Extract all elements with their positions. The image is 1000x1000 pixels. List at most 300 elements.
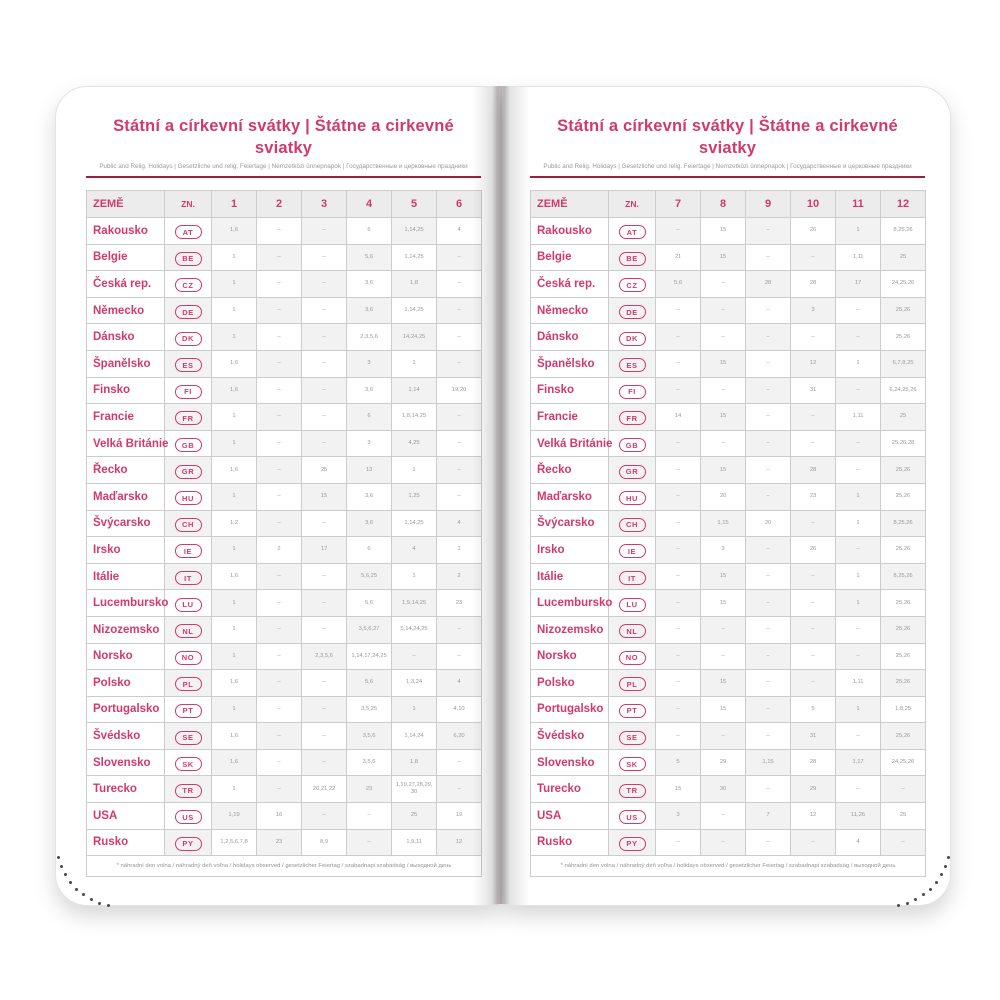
country-code-cell	[609, 483, 656, 510]
holiday-cell: –	[656, 430, 701, 457]
table-row	[531, 324, 926, 351]
country-name: Rakousko	[531, 218, 609, 245]
holiday-cell: 14	[656, 404, 701, 431]
holiday-cell: 15	[701, 670, 746, 697]
holiday-cell: –	[302, 218, 347, 245]
holiday-cell: 29	[791, 776, 836, 803]
country-code-cell	[165, 537, 212, 564]
country-name: Rakousko	[87, 218, 165, 245]
holiday-cell: –	[257, 483, 302, 510]
holiday-cell: –	[791, 643, 836, 670]
holiday-cell: –	[257, 563, 302, 590]
table-row	[87, 271, 482, 298]
page-subtitle: Public and Relig. Holidays | Gesetzliche und relig. Feiertage | Nemzetközi ünnepnapok | Государственные и церковные праздники	[99, 163, 468, 170]
holiday-cell: –	[656, 723, 701, 750]
country-code-badge: GB	[175, 438, 202, 452]
country-code-badge: AT	[619, 225, 646, 239]
country-name: Norsko	[531, 643, 609, 670]
holiday-cell: –	[302, 377, 347, 404]
country-code-badge: FI	[619, 385, 646, 399]
holiday-cell: 1, 11	[836, 244, 881, 271]
holiday-cell: –	[836, 776, 881, 803]
holiday-cell: 1	[212, 696, 257, 723]
country-name: Itálie	[87, 563, 165, 590]
country-code-cell	[609, 510, 656, 537]
holiday-cell: –	[437, 271, 482, 298]
holiday-cell: 28	[791, 457, 836, 484]
holiday-cell: –	[302, 430, 347, 457]
country-code-cell	[165, 829, 212, 856]
holiday-cell: –	[746, 537, 791, 564]
table-row	[531, 377, 926, 404]
holiday-cell: –	[437, 350, 482, 377]
country-name: Švédsko	[531, 723, 609, 750]
stitch-dot	[64, 873, 67, 876]
holiday-cell: 25, 26	[881, 457, 926, 484]
country-name: Polsko	[87, 670, 165, 697]
holiday-cell: 1, 6	[212, 749, 257, 776]
holiday-cell: 3, 6	[347, 271, 392, 298]
holiday-cell: 25, 26	[881, 324, 926, 351]
holiday-cell: –	[746, 377, 791, 404]
country-code-badge: LU	[175, 598, 202, 612]
holiday-cell: 1	[212, 776, 257, 803]
holiday-cell: –	[791, 616, 836, 643]
holiday-cell: 1, 17	[836, 749, 881, 776]
holiday-cell: –	[302, 404, 347, 431]
holiday-cell: –	[791, 324, 836, 351]
stitch-dot	[929, 888, 932, 891]
holiday-cell: –	[701, 297, 746, 324]
table-row	[87, 803, 482, 830]
country-name: Švýcarsko	[87, 510, 165, 537]
country-code-badge: DE	[175, 305, 202, 319]
holiday-cell: 1, 14, 25	[392, 218, 437, 245]
col-header-month: 9	[746, 191, 791, 218]
holiday-cell: –	[656, 510, 701, 537]
country-code-badge: FR	[175, 411, 202, 425]
country-code-badge: FI	[175, 385, 202, 399]
country-code-cell	[609, 350, 656, 377]
holiday-cell: –	[746, 324, 791, 351]
col-header-month: 7	[656, 191, 701, 218]
holiday-cell: 1, 14, 17, 24, 25	[347, 643, 392, 670]
country-code-cell	[165, 483, 212, 510]
holiday-cell: –	[257, 377, 302, 404]
holiday-cell: 12	[437, 829, 482, 856]
country-name: Řecko	[87, 457, 165, 484]
holiday-cell: –	[257, 776, 302, 803]
country-code-cell	[165, 218, 212, 245]
holiday-cell: 1, 19	[212, 803, 257, 830]
holiday-cell: –	[836, 457, 881, 484]
holiday-cell: 3	[347, 350, 392, 377]
holiday-cell: 3, 5, 6	[347, 749, 392, 776]
holiday-cell: –	[392, 643, 437, 670]
holiday-cell: –	[791, 510, 836, 537]
holiday-cell: 1	[212, 324, 257, 351]
holiday-cell: –	[257, 616, 302, 643]
country-name: Slovensko	[87, 749, 165, 776]
country-code-badge: NL	[175, 624, 202, 638]
country-code-cell	[165, 563, 212, 590]
holiday-cell: –	[881, 776, 926, 803]
holiday-cell: 1	[836, 563, 881, 590]
country-code-badge: IE	[619, 544, 646, 558]
country-code-badge: PL	[619, 677, 646, 691]
country-code-cell	[609, 297, 656, 324]
holiday-cell: 15	[701, 218, 746, 245]
country-code-cell	[165, 803, 212, 830]
holiday-cell: –	[881, 829, 926, 856]
table-row	[531, 430, 926, 457]
country-code-cell	[609, 377, 656, 404]
holiday-cell: 25	[392, 803, 437, 830]
col-header-month: 2	[257, 191, 302, 218]
holiday-cell: –	[746, 218, 791, 245]
country-code-cell	[165, 324, 212, 351]
holiday-cell: –	[257, 297, 302, 324]
holiday-cell: –	[257, 324, 302, 351]
table-row	[531, 563, 926, 590]
country-code-badge: CZ	[175, 278, 202, 292]
holiday-cell: –	[836, 324, 881, 351]
country-name: Švédsko	[87, 723, 165, 750]
holiday-cell: –	[302, 803, 347, 830]
holiday-cell: –	[437, 324, 482, 351]
holiday-cell: 25, 26	[881, 483, 926, 510]
holiday-cell: 8, 25, 26	[881, 563, 926, 590]
holiday-cell: 28	[746, 271, 791, 298]
holiday-cell: –	[302, 244, 347, 271]
country-name: Turecko	[87, 776, 165, 803]
footnote-row	[87, 856, 482, 877]
country-name: Irsko	[531, 537, 609, 564]
footnote: * náhradní den volna / náhradný deň voľna / holidays observed / gesetzlicher Feiertag / szabadnapi szabadság / выходной день	[531, 856, 926, 877]
country-name: Maďarsko	[87, 483, 165, 510]
holiday-cell: 15	[701, 244, 746, 271]
country-code-badge: LU	[619, 598, 646, 612]
table-row	[87, 537, 482, 564]
holiday-cell: 17	[302, 537, 347, 564]
holiday-cell: –	[257, 510, 302, 537]
holiday-cell: –	[257, 244, 302, 271]
holiday-cell: 25, 26	[881, 616, 926, 643]
header-row	[87, 191, 482, 218]
holiday-cell: 12	[791, 350, 836, 377]
holiday-cell: –	[656, 696, 701, 723]
holiday-cell: –	[791, 829, 836, 856]
holiday-cell: 1	[212, 616, 257, 643]
holiday-cell: 6	[347, 537, 392, 564]
table-row	[531, 749, 926, 776]
country-name: Česká rep.	[87, 271, 165, 298]
country-code-cell	[609, 218, 656, 245]
holiday-cell: 12	[791, 803, 836, 830]
holiday-cell: –	[302, 723, 347, 750]
holiday-cell: –	[437, 643, 482, 670]
holiday-cell: –	[656, 377, 701, 404]
country-code-badge: BE	[619, 252, 646, 266]
country-name: Turecko	[531, 776, 609, 803]
country-code-badge: NO	[619, 651, 646, 665]
holiday-cell: –	[701, 430, 746, 457]
holiday-cell: –	[302, 696, 347, 723]
country-code-cell	[609, 430, 656, 457]
holiday-cell: 26	[791, 218, 836, 245]
country-code-cell	[165, 350, 212, 377]
country-name: Finsko	[87, 377, 165, 404]
country-code-badge: SK	[175, 757, 202, 771]
country-code-badge: SE	[175, 731, 202, 745]
table-row	[87, 430, 482, 457]
holiday-cell: –	[656, 218, 701, 245]
country-name: Belgie	[531, 244, 609, 271]
holiday-cell: 1, 14, 25	[392, 244, 437, 271]
holiday-cell: –	[836, 377, 881, 404]
country-name: Norsko	[87, 643, 165, 670]
holiday-cell: 1, 8	[392, 271, 437, 298]
holiday-cell: 4	[437, 510, 482, 537]
country-code-cell	[165, 590, 212, 617]
holiday-cell: –	[347, 803, 392, 830]
holiday-cell: –	[302, 297, 347, 324]
table-row	[87, 377, 482, 404]
holiday-cell: –	[836, 643, 881, 670]
holiday-cell: 3, 5, 6, 27	[347, 616, 392, 643]
holiday-cell: 20	[701, 483, 746, 510]
holiday-cell: 16	[257, 803, 302, 830]
left-page	[55, 86, 499, 906]
country-code-badge: TR	[175, 784, 202, 798]
country-code-badge: US	[175, 810, 202, 824]
country-code-badge: PT	[619, 704, 646, 718]
table-row	[87, 244, 482, 271]
country-code-cell	[609, 803, 656, 830]
country-code-badge: IT	[175, 571, 202, 585]
table-row	[531, 829, 926, 856]
holiday-cell: –	[437, 297, 482, 324]
holiday-cell: 1	[836, 696, 881, 723]
holiday-cell: 5, 6	[656, 271, 701, 298]
stitch-dot	[906, 902, 909, 905]
country-code-badge: DK	[619, 332, 646, 346]
footnote: * náhradní den volna / náhradný deň voľna / holidays observed / gesetzlicher Feiertag / szabadnapi szabadság / выходной день	[87, 856, 482, 877]
holiday-cell: –	[437, 457, 482, 484]
holiday-cell: 1, 15	[701, 510, 746, 537]
table-row	[87, 643, 482, 670]
holiday-cell: –	[791, 404, 836, 431]
page-title: Státní a církevní svátky | Štátne a cirkevné sviatky	[557, 117, 898, 157]
country-name: Lucembursko	[531, 590, 609, 617]
holiday-cell: 15	[302, 483, 347, 510]
country-code-badge: GB	[619, 438, 646, 452]
table-row	[531, 696, 926, 723]
col-header-month: 1	[212, 191, 257, 218]
holiday-cell: 2, 3, 5, 6	[347, 324, 392, 351]
holiday-cell: 2, 3, 5, 6	[302, 643, 347, 670]
holiday-cell: 14, 24, 25	[392, 324, 437, 351]
holiday-cell: 25, 26	[881, 590, 926, 617]
holiday-cell: –	[746, 829, 791, 856]
table-row	[531, 350, 926, 377]
holiday-cell: 6	[347, 218, 392, 245]
table-row	[87, 590, 482, 617]
table-row	[531, 803, 926, 830]
table-row	[531, 271, 926, 298]
holiday-cell: –	[836, 723, 881, 750]
holiday-cell: 28	[791, 271, 836, 298]
holiday-cell: –	[791, 430, 836, 457]
country-code-cell	[609, 563, 656, 590]
holiday-cell: –	[302, 324, 347, 351]
stitch-dot	[60, 865, 63, 868]
holiday-cell: –	[701, 271, 746, 298]
country-code-cell	[165, 776, 212, 803]
holiday-cell: –	[302, 670, 347, 697]
holiday-cell: 1, 8	[392, 749, 437, 776]
holiday-cell: –	[836, 537, 881, 564]
country-code-badge: GR	[175, 465, 202, 479]
country-code-cell	[165, 457, 212, 484]
holiday-cell: 1, 6	[212, 218, 257, 245]
holiday-cell: 1	[212, 590, 257, 617]
holiday-cell: 1	[836, 510, 881, 537]
country-code-cell	[165, 696, 212, 723]
country-code-cell	[165, 749, 212, 776]
country-code-badge: US	[619, 810, 646, 824]
holiday-cell: 5, 6	[347, 244, 392, 271]
holiday-cell: –	[791, 590, 836, 617]
holiday-cell: 1	[392, 563, 437, 590]
holiday-cell: –	[701, 829, 746, 856]
holiday-cell: 25	[881, 803, 926, 830]
holiday-cell: 30	[701, 776, 746, 803]
holiday-cell: –	[257, 404, 302, 431]
holiday-cell: 1, 6	[212, 377, 257, 404]
holiday-cell: –	[701, 377, 746, 404]
table-row	[531, 483, 926, 510]
footnote-row	[531, 856, 926, 877]
holiday-cell: 1	[212, 643, 257, 670]
holiday-cell: 28	[791, 749, 836, 776]
holiday-cell: –	[347, 829, 392, 856]
country-code-badge: NO	[175, 651, 202, 665]
holiday-cell: 3, 6	[347, 377, 392, 404]
country-code-cell	[165, 271, 212, 298]
holiday-cell: 1, 9, 11	[392, 829, 437, 856]
holiday-cell: 1, 14, 24	[392, 723, 437, 750]
right-page	[503, 86, 951, 906]
holiday-cell: –	[437, 776, 482, 803]
holiday-cell: 1	[392, 696, 437, 723]
holiday-cell: 8, 25, 26	[881, 218, 926, 245]
stitch-dot	[897, 904, 900, 907]
holiday-cell: –	[302, 616, 347, 643]
country-name: Slovensko	[531, 749, 609, 776]
holiday-cell: 23	[347, 776, 392, 803]
holiday-cell: 6	[347, 404, 392, 431]
holiday-cell: –	[746, 483, 791, 510]
country-name: Portugalsko	[87, 696, 165, 723]
table-row	[87, 696, 482, 723]
holiday-cell: 1, 11	[836, 404, 881, 431]
country-name: Finsko	[531, 377, 609, 404]
holiday-cell: –	[746, 404, 791, 431]
holiday-cell: –	[746, 643, 791, 670]
holiday-cell: –	[302, 749, 347, 776]
holiday-cell: 15	[701, 590, 746, 617]
country-code-cell	[609, 537, 656, 564]
holiday-cell: 1, 14, 25	[392, 510, 437, 537]
holiday-cell: 1	[212, 244, 257, 271]
table-row	[87, 776, 482, 803]
table-row	[87, 457, 482, 484]
holiday-cell: 1	[392, 350, 437, 377]
table-row	[531, 723, 926, 750]
table-row	[531, 297, 926, 324]
header-row	[531, 191, 926, 218]
holiday-cell: 26	[791, 537, 836, 564]
country-code-badge: SE	[619, 731, 646, 745]
country-name: Španělsko	[87, 350, 165, 377]
holiday-cell: 13	[347, 457, 392, 484]
holiday-cell: –	[701, 723, 746, 750]
holiday-cell: –	[746, 457, 791, 484]
holiday-cell: 5, 6	[347, 590, 392, 617]
table-row	[87, 510, 482, 537]
holiday-cell: 1	[836, 350, 881, 377]
holiday-cell: 1, 14, 25	[392, 297, 437, 324]
table-row	[87, 483, 482, 510]
holiday-cell: 21	[656, 244, 701, 271]
country-name: Itálie	[531, 563, 609, 590]
holiday-cell: 1	[836, 590, 881, 617]
holiday-cell: 1, 14	[392, 377, 437, 404]
holiday-cell: –	[437, 404, 482, 431]
holiday-cell: –	[437, 616, 482, 643]
country-code-cell	[165, 377, 212, 404]
holiday-cell: –	[257, 350, 302, 377]
holiday-cell: –	[791, 563, 836, 590]
holiday-cell: 4	[836, 829, 881, 856]
holiday-cell: 1	[212, 271, 257, 298]
holiday-cell: 1	[212, 483, 257, 510]
country-code-cell	[165, 297, 212, 324]
holiday-cell: 1	[836, 483, 881, 510]
holiday-cell: –	[656, 829, 701, 856]
holiday-cell: –	[746, 670, 791, 697]
holiday-cell: 31	[791, 723, 836, 750]
holiday-cell: –	[257, 457, 302, 484]
holiday-cell: –	[701, 324, 746, 351]
page-subtitle: Public and Relig. Holidays | Gesetzliche und relig. Feiertage | Nemzetközi ünnepnapok | Государственные и церковные праздники	[543, 163, 912, 170]
country-code-badge: TR	[619, 784, 646, 798]
stitch-dot	[944, 865, 947, 868]
holiday-cell: 5, 6	[347, 670, 392, 697]
table-row	[87, 723, 482, 750]
holiday-cell: –	[836, 297, 881, 324]
holiday-cell: 29	[701, 749, 746, 776]
holiday-cell: –	[656, 537, 701, 564]
country-code-cell	[609, 643, 656, 670]
country-code-cell	[165, 430, 212, 457]
country-name: Nizozemsko	[87, 616, 165, 643]
holiday-cell: 19	[437, 803, 482, 830]
holiday-cell: 20, 21, 22	[302, 776, 347, 803]
holiday-cell: –	[302, 350, 347, 377]
holiday-cell: –	[437, 749, 482, 776]
